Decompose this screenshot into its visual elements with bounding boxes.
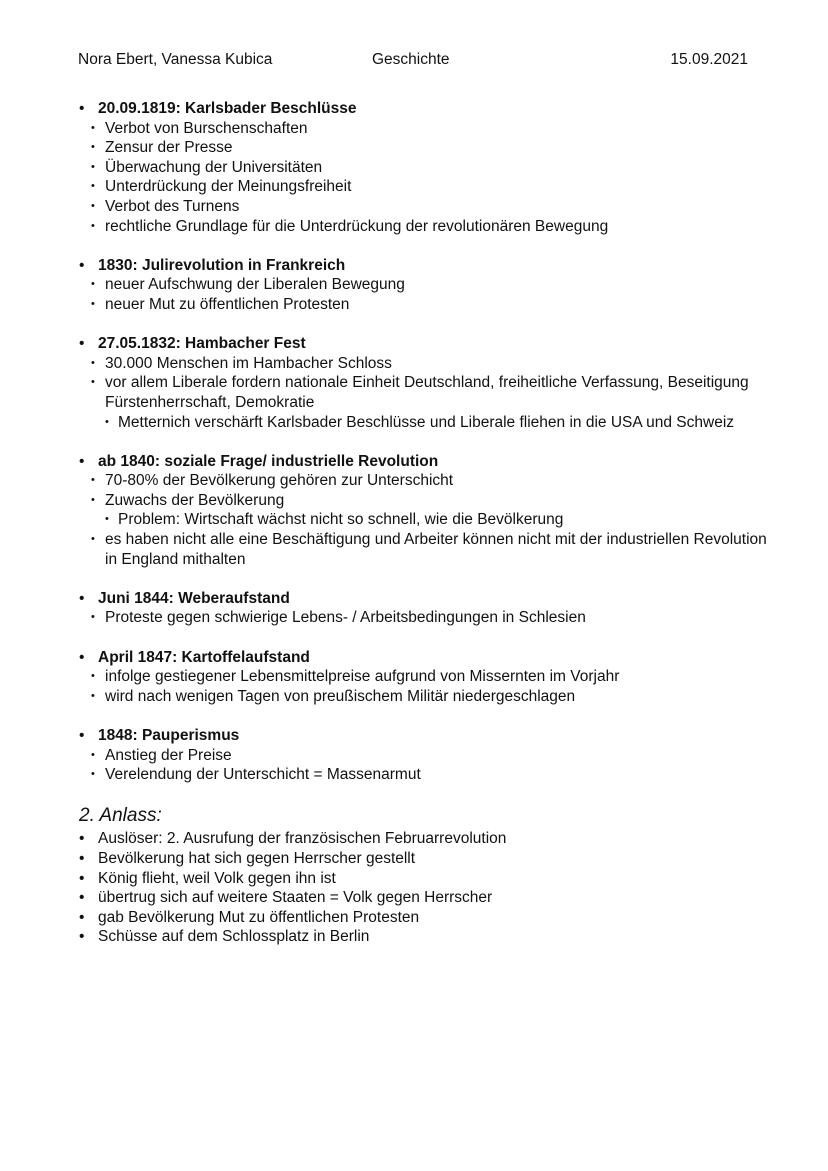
section: [0, 452, 828, 570]
list-item: • Zensur der Presse: [0, 138, 828, 158]
section-title: • April 1847: Kartoffelaufstand: [0, 648, 828, 668]
header-subject: Geschichte: [372, 51, 450, 68]
list-item: • Unterdrückung der Meinungsfreiheit: [0, 177, 828, 197]
list-item: • Verbot des Turnens: [0, 197, 828, 217]
sub-list-item: • Problem: Wirtschaft wächst nicht so schnell, wie die Bevölkerung: [0, 510, 828, 530]
anlass-list: [0, 829, 828, 947]
document-body: [0, 99, 828, 947]
list-item: • 30.000 Menschen im Hambacher Schloss: [0, 354, 828, 374]
list-item: • Proteste gegen schwierige Lebens- / Arbeitsbedingungen in Schlesien: [0, 608, 828, 628]
list-item: • Zuwachs der Bevölkerung: [0, 491, 828, 511]
list-item: • neuer Aufschwung der Liberalen Bewegung: [0, 275, 828, 295]
list-item: • Überwachung der Universitäten: [0, 158, 828, 178]
section-title: • Juni 1844: Weberaufstand: [0, 589, 828, 609]
list-item: • Bevölkerung hat sich gegen Herrscher gestellt: [0, 849, 828, 869]
list-item: • gab Bevölkerung Mut zu öffentlichen Protesten: [0, 908, 828, 928]
section: [0, 334, 828, 432]
list-item: • neuer Mut zu öffentlichen Protesten: [0, 295, 828, 315]
section-title: • 1830: Julirevolution in Frankreich: [0, 256, 828, 276]
section: [0, 589, 828, 628]
list-item: • rechtliche Grundlage für die Unterdrückung der revolutionären Bewegung: [0, 217, 828, 237]
list-item: • Anstieg der Preise: [0, 746, 828, 766]
page-header: [0, 50, 828, 70]
list-item: • Verelendung der Unterschicht = Massenarmut: [0, 765, 828, 785]
section: [0, 648, 828, 707]
list-item: • übertrug sich auf weitere Staaten = Volk gegen Herrscher: [0, 888, 828, 908]
list-item: • 70-80% der Bevölkerung gehören zur Unterschicht: [0, 471, 828, 491]
list-item: • König flieht, weil Volk gegen ihn ist: [0, 869, 828, 889]
list-item: • Verbot von Burschenschaften: [0, 119, 828, 139]
section-list: [0, 99, 828, 785]
list-item: • vor allem Liberale fordern nationale Einheit Deutschland, freiheitliche Verfassung, Beseitigung Fürstenherrschaft, Demokratie: [0, 373, 828, 412]
sub-list-item: • Metternich verschärft Karlsbader Beschlüsse und Liberale fliehen in die USA und Schweiz: [0, 413, 828, 433]
section-title: • 27.05.1832: Hambacher Fest: [0, 334, 828, 354]
section: [0, 256, 828, 315]
section-title: • 20.09.1819: Karlsbader Beschlüsse: [0, 99, 828, 119]
list-item: • Auslöser: 2. Ausrufung der französischen Februarrevolution: [0, 829, 828, 849]
header-authors: Nora Ebert, Vanessa Kubica: [78, 51, 273, 68]
list-item: • infolge gestiegener Lebensmittelpreise aufgrund von Missernten im Vorjahr: [0, 667, 828, 687]
section: [0, 726, 828, 785]
section-title: • 1848: Pauperismus: [0, 726, 828, 746]
list-item: • wird nach wenigen Tagen von preußischem Militär niedergeschlagen: [0, 687, 828, 707]
header-date: 15.09.2021: [670, 51, 748, 68]
section: [0, 99, 828, 236]
list-item: • es haben nicht alle eine Beschäftigung und Arbeiter können nicht mit der industriellen Revolution in England mithalten: [0, 530, 828, 569]
list-item: • Schüsse auf dem Schlossplatz in Berlin: [0, 927, 828, 947]
anlass-section: [0, 804, 828, 947]
section-title: • ab 1840: soziale Frage/ industrielle Revolution: [0, 452, 828, 472]
anlass-title: 2. Anlass:: [79, 805, 162, 827]
